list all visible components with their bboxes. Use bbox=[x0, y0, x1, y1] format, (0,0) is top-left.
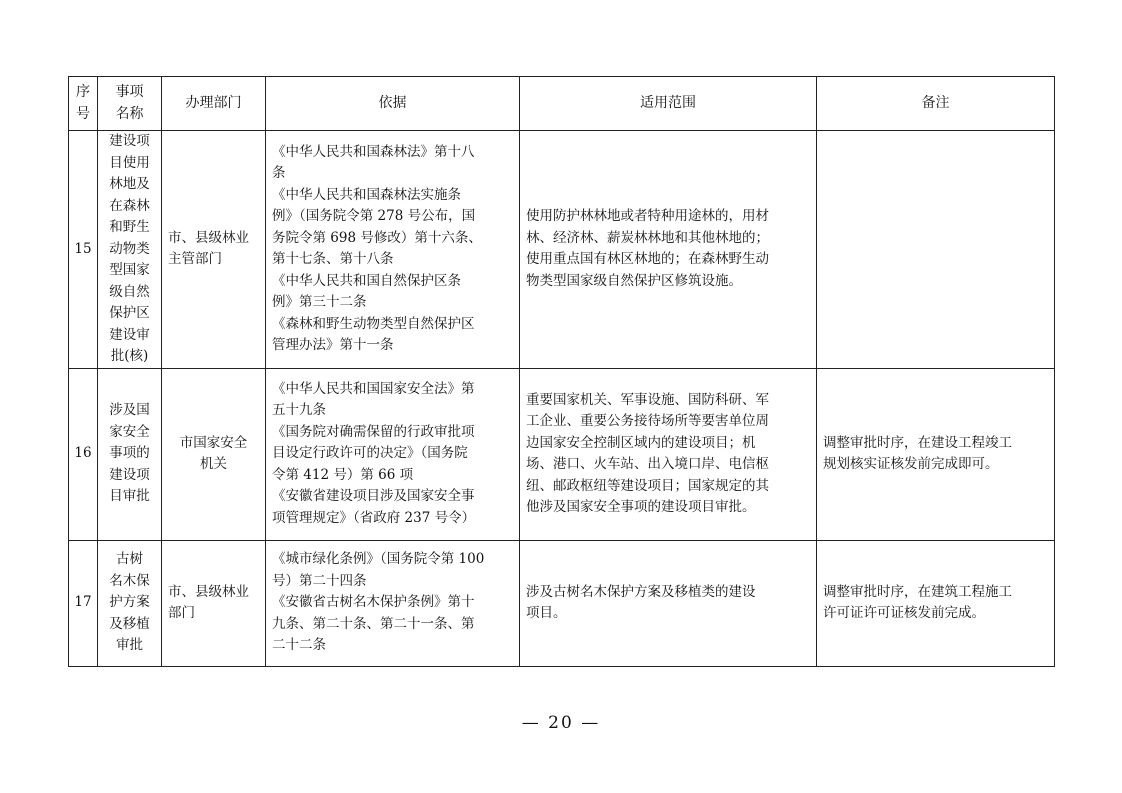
cell-line: 及移植 bbox=[109, 615, 150, 632]
cell-line: 项目。 bbox=[526, 605, 567, 621]
cell-line: 目设定行政许可的决定》（国务院 bbox=[272, 445, 468, 462]
cell-line: 名木保 bbox=[109, 572, 150, 589]
cell-line: 重要国家机关、军事设施、国防科研、军 bbox=[526, 391, 769, 408]
row-num: 17 bbox=[69, 540, 98, 666]
row-basis bbox=[266, 540, 520, 666]
cell-line: 条 bbox=[272, 165, 286, 182]
cell-line: 古树 bbox=[116, 551, 143, 568]
cell-line: 市、县级林业 bbox=[168, 583, 249, 600]
cell-line: 涉及古树名木保护方案及移植类的建设 bbox=[526, 583, 756, 600]
cell-line: 保护区 bbox=[109, 305, 150, 321]
cell-line: 审批 bbox=[116, 637, 143, 654]
cell-line: 第十七条、第十八条 bbox=[272, 251, 394, 268]
cell-line: 场、港口、火车站、出入境口岸、电信枢 bbox=[526, 456, 769, 472]
cell-line: 主管部门 bbox=[168, 251, 222, 268]
cell-line: 五十九条 bbox=[272, 402, 326, 419]
cell-line: 林地及 bbox=[109, 176, 150, 192]
cell-line: 《城市绿化条例》（国务院令第 100 bbox=[272, 551, 485, 568]
cell-line: 管理办法》第十一条 bbox=[272, 337, 394, 354]
cell-line: 批(核) bbox=[110, 348, 149, 364]
cell-line: 《中华人民共和国自然保护区条 bbox=[272, 272, 461, 289]
cell-line: 涉及国 bbox=[109, 402, 150, 419]
row-name bbox=[98, 540, 162, 666]
cell-line: 和野生 bbox=[109, 219, 150, 235]
cell-line: 项管理规定》（省政府 237 号令） bbox=[272, 509, 476, 526]
table-header-row bbox=[69, 77, 1055, 131]
cell-line: 他涉及国家安全事项的建设项目审批。 bbox=[526, 499, 756, 515]
cell-line: 使用防护林林地或者特种用途林的，用材 bbox=[526, 208, 769, 225]
row-scope bbox=[520, 540, 817, 666]
header-dept: 办理部门 bbox=[162, 77, 266, 131]
page-number: — 20 — bbox=[521, 713, 601, 733]
cell-line: 动物类 bbox=[109, 240, 150, 257]
row-dept bbox=[162, 540, 266, 666]
table-row bbox=[69, 131, 1055, 369]
cell-line: 边国家安全控制区域内的建设项目；机 bbox=[526, 434, 756, 451]
cell-line: 建设项 bbox=[109, 133, 150, 149]
approval-items-table bbox=[68, 76, 1055, 667]
cell-line: 建设审 bbox=[109, 326, 150, 343]
cell-line: 《中华人民共和国国家安全法》第 bbox=[272, 380, 475, 397]
row-num: 16 bbox=[69, 368, 98, 540]
row-note bbox=[817, 368, 1055, 540]
row-name bbox=[98, 368, 162, 540]
cell-line: 例》（国务院令第 278 号公布，国 bbox=[272, 208, 476, 225]
cell-line: 事项的 bbox=[109, 445, 150, 462]
row-name bbox=[98, 131, 162, 369]
cell-line: 九条、第二十条、第二十一条、第 bbox=[272, 615, 475, 632]
cell-line: 护方案 bbox=[109, 594, 150, 611]
cell-line: 调整审批时序，在建设工程竣工 bbox=[823, 434, 1012, 451]
cell-line: 务院令第 698 号修改）第十六条、 bbox=[272, 229, 482, 246]
cell-line: 机关 bbox=[200, 456, 227, 472]
cell-line: 家安全 bbox=[109, 423, 150, 440]
row-num: 15 bbox=[69, 131, 98, 369]
cell-line: 二十二条 bbox=[272, 637, 326, 654]
cell-line: 《国务院对确需保留的行政审批项 bbox=[272, 423, 475, 440]
cell-line: 调整审批时序，在建筑工程施工 bbox=[823, 583, 1012, 600]
cell-line: 号）第二十四条 bbox=[272, 572, 367, 589]
cell-line: 工企业、重要公务接待场所等要害单位周 bbox=[526, 413, 769, 429]
cell-line: 级自然 bbox=[109, 283, 150, 300]
cell-line: 令第 412 号）第 66 项 bbox=[272, 466, 414, 483]
cell-line: 在森林 bbox=[109, 197, 150, 214]
table-row bbox=[69, 368, 1055, 540]
cell-line: 型国家 bbox=[109, 262, 150, 278]
header-basis: 依据 bbox=[266, 77, 520, 131]
cell-line: 《安徽省古树名木保护条例》第十 bbox=[272, 594, 475, 611]
row-scope bbox=[520, 368, 817, 540]
row-note bbox=[817, 131, 1055, 369]
cell-line: 《中华人民共和国森林法》第十八 bbox=[272, 143, 475, 160]
row-basis bbox=[266, 131, 520, 369]
header-note: 备注 bbox=[817, 77, 1055, 131]
cell-line: 建设项 bbox=[109, 466, 150, 483]
cell-line: 许可证许可证核发前完成。 bbox=[823, 605, 985, 621]
cell-line: 《安徽省建设项目涉及国家安全事 bbox=[272, 488, 475, 505]
cell-line: 物类型国家级自然保护区修筑设施。 bbox=[526, 272, 742, 289]
row-dept bbox=[162, 131, 266, 369]
row-scope bbox=[520, 131, 817, 369]
row-note bbox=[817, 540, 1055, 666]
cell-line: 市、县级林业 bbox=[168, 229, 249, 246]
cell-line: 《森林和野生动物类型自然保护区 bbox=[272, 315, 475, 332]
cell-line: 使用重点国有林区林地的；在森林野生动 bbox=[526, 251, 769, 268]
header-scope: 适用范围 bbox=[520, 77, 817, 131]
row-basis bbox=[266, 368, 520, 540]
cell-line: 林、经济林、薪炭林林地和其他林地的； bbox=[526, 229, 769, 246]
cell-line: 纽、邮政枢纽等建设项目；国家规定的其 bbox=[526, 477, 769, 494]
cell-line: 目使用 bbox=[109, 154, 150, 171]
cell-line: 《中华人民共和国森林法实施条 bbox=[272, 186, 461, 203]
header-num: 序 号 bbox=[69, 77, 98, 131]
cell-line: 例》第三十二条 bbox=[272, 294, 367, 311]
cell-line: 市国家安全 bbox=[179, 434, 248, 451]
cell-line: 目审批 bbox=[109, 488, 150, 505]
table-row bbox=[69, 540, 1055, 666]
cell-line: 规划核实证核发前完成即可。 bbox=[823, 456, 999, 472]
row-dept bbox=[162, 368, 266, 540]
cell-line: 部门 bbox=[168, 605, 195, 621]
header-name: 事项 名称 bbox=[98, 77, 162, 131]
